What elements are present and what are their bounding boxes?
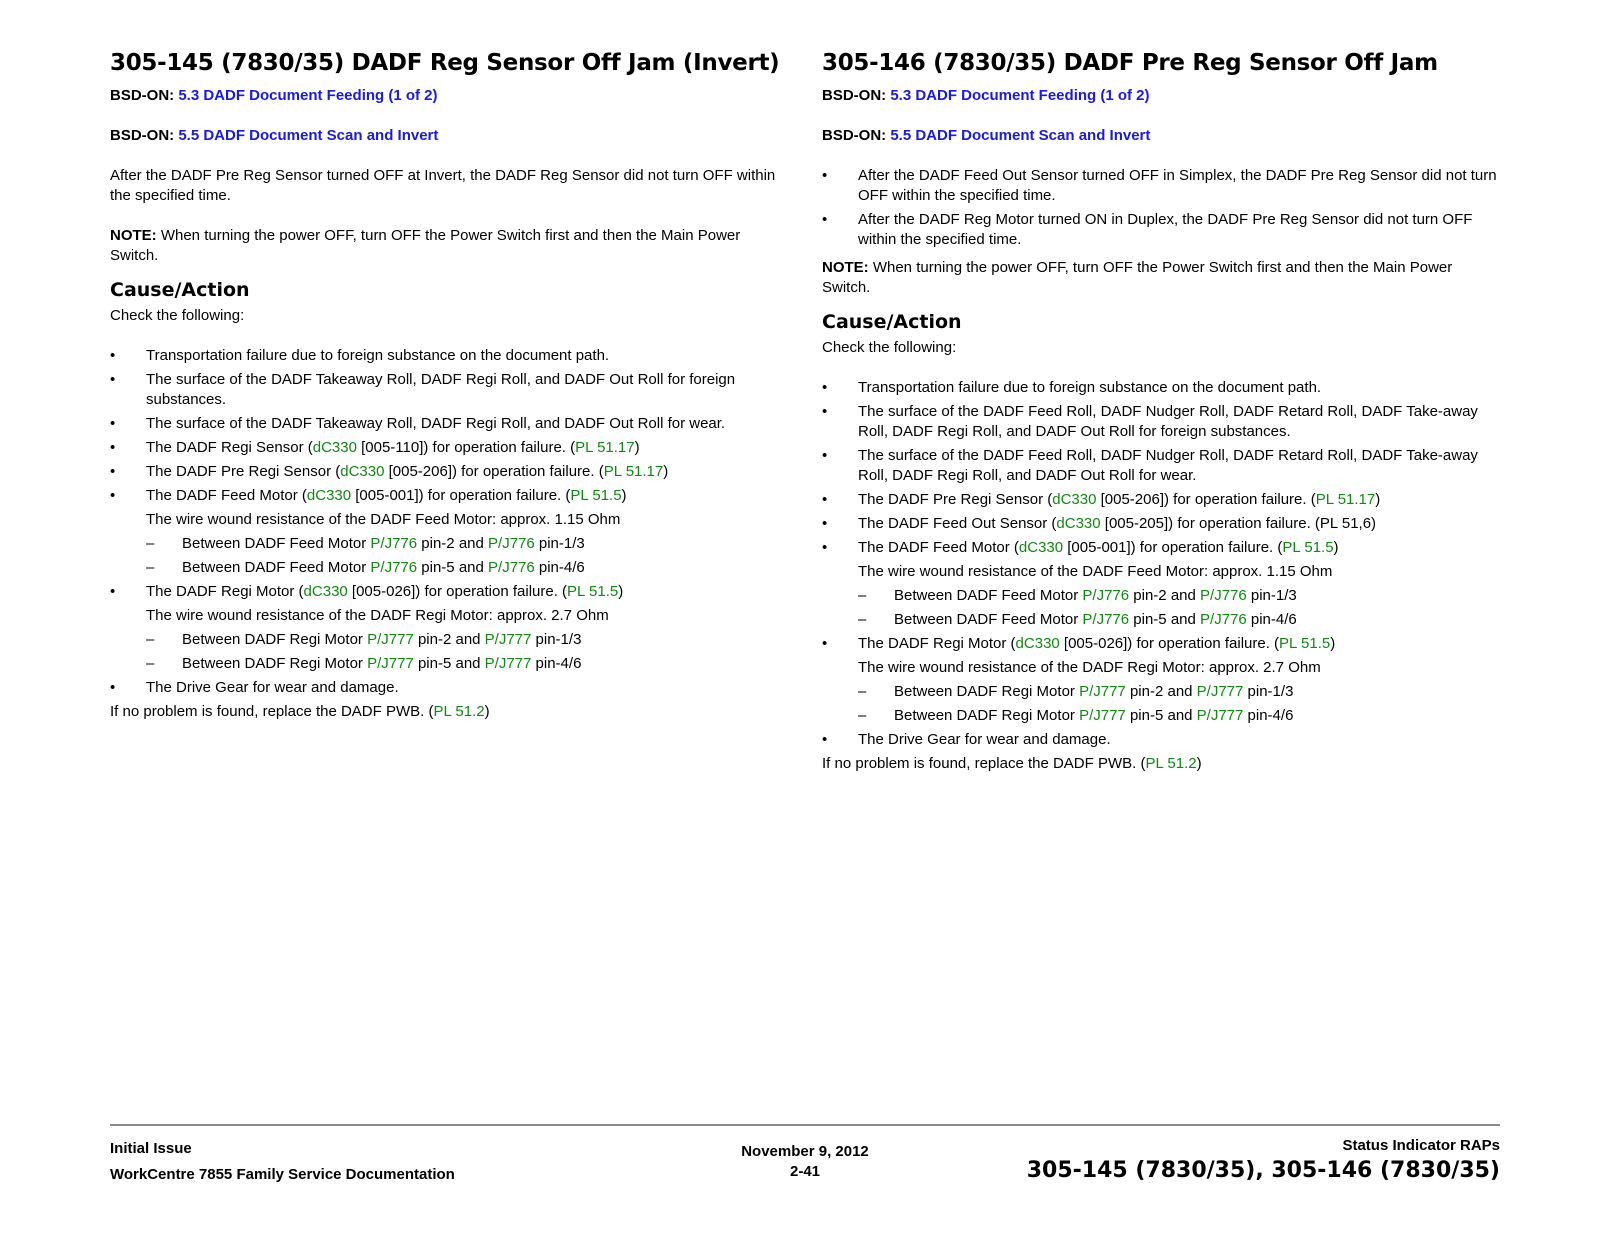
list-item: • The DADF Regi Motor (dC330 [005-026]) for operation failure. (PL 51.5) (822, 634, 1500, 654)
right-description-list (822, 166, 1500, 250)
list-item: • The DADF Feed Out Sensor (dC330 [005-205]) for operation failure. (PL 51,6) (822, 514, 1500, 534)
pl-link[interactable]: PL 51.2 (1145, 755, 1197, 772)
dc-link[interactable]: dC330 (340, 463, 385, 480)
right-note (822, 258, 1500, 298)
pl-link[interactable]: PL 51.17 (575, 439, 635, 456)
note-text: When turning the power OFF, turn OFF the Power Switch first and then the Main Power Switch. (110, 227, 741, 264)
pl-link[interactable]: PL 51.2 (433, 703, 485, 720)
pj-link[interactable]: P/J777 (367, 655, 414, 672)
dc-link[interactable]: dC330 (1052, 491, 1097, 508)
left-title: 305-145 (7830/35) DADF Reg Sensor Off Jam (Invert) (110, 50, 780, 76)
right-cause-list-end (822, 730, 1500, 750)
left-feed-motor-pins (110, 534, 790, 578)
bsd-label: BSD-ON: (110, 87, 179, 104)
page-footer (110, 1124, 1500, 1196)
list-item: • The DADF Regi Sensor (dC330 [005-110]) for operation failure. (PL 51.17) (110, 438, 790, 458)
list-item: • The DADF Pre Regi Sensor (dC330 [005-206]) for operation failure. (PL 51.17) (110, 462, 790, 482)
list-item: • The Drive Gear for wear and damage. (110, 678, 790, 698)
dc-link[interactable]: dC330 (306, 487, 352, 504)
pj-link[interactable]: P/J777 (1079, 707, 1126, 724)
bsd-label: BSD-ON: (822, 87, 891, 104)
dc-link[interactable]: dC330 (1018, 539, 1064, 556)
right-bsd-line-2 (822, 126, 1500, 146)
left-bsd-line-1 (110, 86, 790, 106)
left-regi-motor-pins (110, 630, 790, 674)
pj-link[interactable]: P/J776 (1200, 587, 1247, 604)
right-final-action: If no problem is found, replace the DADF PWB. (PL 51.2) (822, 755, 1202, 772)
list-item: – Between DADF Feed Motor P/J776 pin-5 and P/J776 pin-4/6 (146, 558, 790, 578)
pj-link[interactable]: P/J777 (1079, 683, 1126, 700)
pj-link[interactable]: P/J776 (370, 535, 418, 552)
right-feed-motor-pins (822, 586, 1500, 630)
note-label: NOTE: (822, 259, 869, 276)
footer-page-number: 2-41 (789, 1163, 821, 1180)
left-check-intro: Check the following: (110, 307, 245, 324)
right-cause-list-cont (822, 634, 1500, 654)
left-feed-motor-resistance: The wire wound resistance of the DADF Feed Motor: approx. 1.15 Ohm (146, 511, 621, 528)
left-cause-list-cont (110, 582, 790, 602)
dc-link[interactable]: dC330 (1015, 635, 1060, 652)
right-column (822, 48, 1500, 774)
list-item: • The surface of the DADF Takeaway Roll, DADF Regi Roll, and DADF Out Roll for wear. (110, 414, 790, 434)
right-regi-motor-resistance: The wire wound resistance of the DADF Regi Motor: approx. 2.7 Ohm (858, 659, 1321, 676)
bsd-label: BSD-ON: (110, 127, 179, 144)
right-title: 305-146 (7830/35) DADF Pre Reg Sensor Off Jam (822, 50, 1438, 76)
left-bsd-line-2 (110, 126, 790, 146)
pj-link[interactable]: P/J777 (1196, 707, 1244, 724)
list-item: • The Drive Gear for wear and damage. (822, 730, 1500, 750)
bsd-label: BSD-ON: (822, 127, 891, 144)
right-cause-heading: Cause/Action (822, 311, 962, 333)
right-feed-motor-resistance: The wire wound resistance of the DADF Feed Motor: approx. 1.15 Ohm (858, 563, 1333, 580)
list-item: • The surface of the DADF Feed Roll, DADF Nudger Roll, DADF Retard Roll, DADF Take-away Roll, DADF Regi Roll, and DADF Out Roll for foreign substances. (822, 402, 1500, 442)
note-label: NOTE: (110, 227, 157, 244)
list-item: – Between DADF Feed Motor P/J776 pin-5 and P/J776 pin-4/6 (858, 610, 1500, 630)
list-item: – Between DADF Regi Motor P/J777 pin-2 and P/J777 pin-1/3 (146, 630, 790, 650)
list-item: • The surface of the DADF Feed Roll, DADF Nudger Roll, DADF Retard Roll, DADF Take-away Roll, DADF Regi Roll, and DADF Out Roll for wear. (822, 446, 1500, 486)
footer-issue: Initial Issue (110, 1140, 192, 1157)
pj-link[interactable]: P/J777 (1196, 683, 1244, 700)
footer-rap-codes: 305-145 (7830/35), 305-146 (7830/35) (1026, 1158, 1500, 1183)
left-bsd-link-1[interactable]: 5.3 DADF Document Feeding (1 of 2) (178, 87, 438, 104)
left-note (110, 226, 790, 266)
pl-link[interactable]: PL 51.17 (1315, 491, 1376, 508)
pl-link[interactable]: PL 51.5 (570, 487, 622, 504)
pj-link[interactable]: P/J776 (488, 535, 535, 552)
pl-link[interactable]: PL 51.17 (603, 463, 664, 480)
right-bsd-link-1[interactable]: 5.3 DADF Document Feeding (1 of 2) (890, 87, 1150, 104)
list-item: • The DADF Regi Motor (dC330 [005-026]) for operation failure. (PL 51.5) (110, 582, 790, 602)
list-item: – Between DADF Regi Motor P/J777 pin-5 and P/J777 pin-4/6 (858, 706, 1500, 726)
dc-link[interactable]: dC330 (1056, 515, 1101, 532)
list-item: • The DADF Feed Motor (dC330 [005-001]) for operation failure. (PL 51.5) (110, 486, 790, 506)
pj-link[interactable]: P/J776 (370, 559, 418, 576)
list-item: • The DADF Pre Regi Sensor (dC330 [005-206]) for operation failure. (PL 51.17) (822, 490, 1500, 510)
right-regi-motor-pins (822, 682, 1500, 726)
left-cause-list-end (110, 678, 790, 698)
list-item: • Transportation failure due to foreign substance on the document path. (822, 378, 1500, 398)
footer-section: Status Indicator RAPs (1342, 1137, 1500, 1154)
right-bsd-link-2[interactable]: 5.5 DADF Document Scan and Invert (890, 127, 1151, 144)
pj-link[interactable]: P/J776 (488, 559, 535, 576)
footer-doc-title: WorkCentre 7855 Family Service Documentation (110, 1166, 455, 1183)
list-item: – Between DADF Feed Motor P/J776 pin-2 and P/J776 pin-1/3 (146, 534, 790, 554)
left-final-action: If no problem is found, replace the DADF PWB. (PL 51.2) (110, 703, 490, 720)
left-cause-heading: Cause/Action (110, 279, 250, 301)
left-column (110, 48, 790, 722)
right-check-intro: Check the following: (822, 339, 957, 356)
list-item: • After the DADF Feed Out Sensor turned OFF in Simplex, the DADF Pre Reg Sensor did not turn OFF within the specified time. (822, 166, 1500, 206)
pl-link[interactable]: PL 51.5 (1279, 635, 1331, 652)
right-bsd-line-1 (822, 86, 1500, 106)
dc-link[interactable]: dC330 (303, 583, 348, 600)
pj-link[interactable]: P/J777 (367, 631, 414, 648)
list-item: – Between DADF Feed Motor P/J776 pin-2 and P/J776 pin-1/3 (858, 586, 1500, 606)
list-item: • After the DADF Reg Motor turned ON in Duplex, the DADF Pre Reg Sensor did not turn OFF within the specified time. (822, 210, 1500, 250)
pl-link[interactable]: PL 51.5 (1282, 539, 1334, 556)
list-item: • The DADF Feed Motor (dC330 [005-001]) for operation failure. (PL 51.5) (822, 538, 1500, 558)
list-item: – Between DADF Regi Motor P/J777 pin-5 and P/J777 pin-4/6 (146, 654, 790, 674)
pj-link[interactable]: P/J776 (1200, 611, 1247, 628)
footer-right (1027, 1136, 1500, 1186)
list-item: • The surface of the DADF Takeaway Roll, DADF Regi Roll, and DADF Out Roll for foreign substances. (110, 370, 790, 410)
right-cause-list (822, 378, 1500, 558)
pj-link[interactable]: P/J777 (484, 655, 532, 672)
left-cause-list (110, 346, 790, 506)
footer-date: November 9, 2012 (741, 1143, 869, 1160)
left-description: After the DADF Pre Reg Sensor turned OFF at Invert, the DADF Reg Sensor did not turn OFF within the specified time. (110, 167, 776, 204)
pl-link[interactable]: PL 51.5 (567, 583, 619, 600)
pj-link[interactable]: P/J776 (1082, 587, 1130, 604)
list-item: • Transportation failure due to foreign substance on the document path. (110, 346, 790, 366)
pj-link[interactable]: P/J776 (1082, 611, 1130, 628)
left-bsd-link-2[interactable]: 5.5 DADF Document Scan and Invert (178, 127, 439, 144)
left-regi-motor-resistance: The wire wound resistance of the DADF Regi Motor: approx. 2.7 Ohm (146, 607, 609, 624)
dc-link[interactable]: dC330 (312, 439, 357, 456)
note-text: When turning the power OFF, turn OFF the Power Switch first and then the Main Power Switch. (822, 259, 1453, 296)
pj-link[interactable]: P/J777 (484, 631, 532, 648)
list-item: – Between DADF Regi Motor P/J777 pin-2 and P/J777 pin-1/3 (858, 682, 1500, 702)
